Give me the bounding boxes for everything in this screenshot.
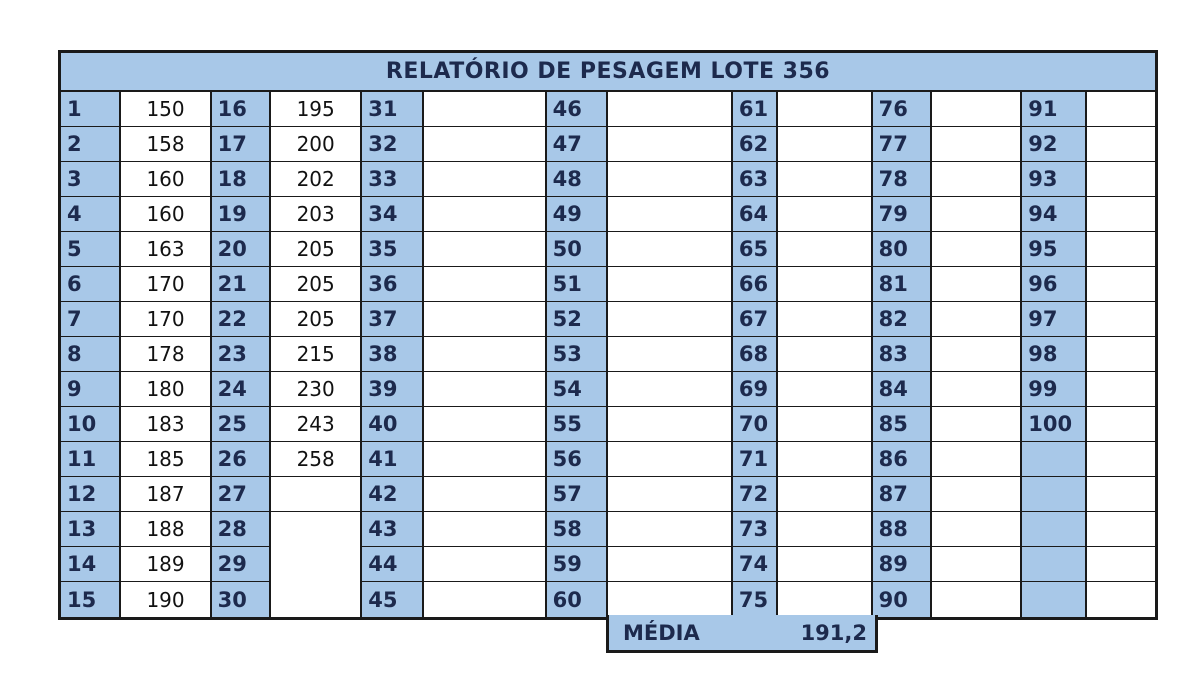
weight-column-1 bbox=[121, 92, 211, 617]
item-number: 92 bbox=[1022, 127, 1084, 162]
empty-weight-cell bbox=[778, 92, 870, 127]
empty-weight-cell bbox=[778, 162, 870, 197]
empty-weight-cell bbox=[1087, 407, 1155, 442]
item-number: 49 bbox=[547, 197, 606, 232]
item-number: 71 bbox=[733, 442, 777, 477]
item-number: 12 bbox=[61, 477, 119, 512]
empty-weight-cell bbox=[424, 372, 545, 407]
item-number: 16 bbox=[212, 92, 269, 127]
empty-weight-cell bbox=[932, 162, 1020, 197]
weight-value: 195 bbox=[271, 92, 360, 127]
empty-weight-cell bbox=[608, 547, 731, 582]
item-number: 82 bbox=[873, 302, 930, 337]
item-number: 30 bbox=[212, 582, 269, 617]
item-number: 43 bbox=[362, 512, 421, 547]
item-number: 1 bbox=[61, 92, 119, 127]
empty-weight-cell bbox=[1087, 127, 1155, 162]
item-number: 83 bbox=[873, 337, 930, 372]
item-number: 93 bbox=[1022, 162, 1084, 197]
item-number: 7 bbox=[61, 302, 119, 337]
weight-column-2 bbox=[271, 92, 362, 617]
item-number: 34 bbox=[362, 197, 421, 232]
empty-weight-cell bbox=[608, 127, 731, 162]
empty-weight-cell bbox=[608, 582, 731, 617]
empty-weight-cell bbox=[778, 302, 870, 337]
empty-weight-cell bbox=[1087, 512, 1155, 547]
empty-weight-cell bbox=[778, 512, 870, 547]
empty-weight-cell bbox=[1087, 162, 1155, 197]
weight-value: 158 bbox=[121, 127, 209, 162]
number-column-3 bbox=[362, 92, 423, 617]
empty-weight-cell bbox=[778, 582, 870, 617]
item-number: 67 bbox=[733, 302, 777, 337]
empty-weight-cell bbox=[1087, 197, 1155, 232]
item-number: 40 bbox=[362, 407, 421, 442]
weight-value: 150 bbox=[121, 92, 209, 127]
item-number: 80 bbox=[873, 232, 930, 267]
empty-weight-cell bbox=[932, 337, 1020, 372]
empty-weight-cell bbox=[778, 372, 870, 407]
empty-number-cell bbox=[1022, 582, 1084, 617]
item-number: 47 bbox=[547, 127, 606, 162]
item-number: 4 bbox=[61, 197, 119, 232]
empty-weight-cell bbox=[778, 442, 870, 477]
item-number: 19 bbox=[212, 197, 269, 232]
item-number: 9 bbox=[61, 372, 119, 407]
item-number: 94 bbox=[1022, 197, 1084, 232]
number-column-2 bbox=[212, 92, 271, 617]
empty-weight-cell bbox=[424, 162, 545, 197]
weight-value: 180 bbox=[121, 372, 209, 407]
item-number: 14 bbox=[61, 547, 119, 582]
item-number: 87 bbox=[873, 477, 930, 512]
weight-value: 215 bbox=[271, 337, 360, 372]
item-number: 37 bbox=[362, 302, 421, 337]
item-number: 2 bbox=[61, 127, 119, 162]
item-number: 42 bbox=[362, 477, 421, 512]
item-number: 75 bbox=[733, 582, 777, 617]
item-number: 31 bbox=[362, 92, 421, 127]
item-number: 60 bbox=[547, 582, 606, 617]
empty-weight-cell bbox=[608, 372, 731, 407]
empty-weight-cell bbox=[424, 442, 545, 477]
item-number: 26 bbox=[212, 442, 269, 477]
weighing-report-table bbox=[58, 50, 1158, 620]
empty-weight-cell bbox=[271, 477, 360, 512]
item-number: 28 bbox=[212, 512, 269, 547]
empty-weight-cell bbox=[424, 197, 545, 232]
item-number: 65 bbox=[733, 232, 777, 267]
empty-number-cell bbox=[1022, 512, 1084, 547]
item-number: 17 bbox=[212, 127, 269, 162]
item-number: 52 bbox=[547, 302, 606, 337]
item-number: 48 bbox=[547, 162, 606, 197]
weight-value: 205 bbox=[271, 302, 360, 337]
weight-value: 230 bbox=[271, 372, 360, 407]
weight-value: 205 bbox=[271, 232, 360, 267]
empty-weight-cell bbox=[608, 92, 731, 127]
weight-value: 202 bbox=[271, 162, 360, 197]
weight-value: 188 bbox=[121, 512, 209, 547]
empty-weight-cell bbox=[424, 512, 545, 547]
item-number: 97 bbox=[1022, 302, 1084, 337]
weight-value: 190 bbox=[121, 582, 209, 617]
empty-weight-cell bbox=[932, 127, 1020, 162]
item-number: 36 bbox=[362, 267, 421, 302]
item-number: 68 bbox=[733, 337, 777, 372]
empty-weight-cell bbox=[1087, 92, 1155, 127]
item-number: 63 bbox=[733, 162, 777, 197]
empty-weight-cell bbox=[424, 92, 545, 127]
empty-weight-cell bbox=[778, 337, 870, 372]
empty-weight-cell bbox=[778, 407, 870, 442]
item-number: 24 bbox=[212, 372, 269, 407]
empty-weight-cell bbox=[1087, 337, 1155, 372]
empty-weight-cell bbox=[608, 512, 731, 547]
item-number: 79 bbox=[873, 197, 930, 232]
empty-weight-cell bbox=[778, 232, 870, 267]
item-number: 72 bbox=[733, 477, 777, 512]
item-number: 20 bbox=[212, 232, 269, 267]
empty-weight-cell bbox=[424, 127, 545, 162]
number-column-7 bbox=[1022, 92, 1086, 617]
item-number: 90 bbox=[873, 582, 930, 617]
item-number: 61 bbox=[733, 92, 777, 127]
item-number: 54 bbox=[547, 372, 606, 407]
empty-weight-cell bbox=[932, 197, 1020, 232]
item-number: 70 bbox=[733, 407, 777, 442]
empty-weight-cell bbox=[424, 582, 545, 617]
empty-weight-cell bbox=[608, 407, 731, 442]
item-number: 25 bbox=[212, 407, 269, 442]
empty-weight-cell bbox=[608, 197, 731, 232]
empty-weight-cell bbox=[778, 477, 870, 512]
item-number: 77 bbox=[873, 127, 930, 162]
empty-weight-cell bbox=[424, 547, 545, 582]
item-number: 23 bbox=[212, 337, 269, 372]
weight-column-3 bbox=[424, 92, 547, 617]
weight-column-7 bbox=[1087, 92, 1155, 617]
empty-weight-cell bbox=[1087, 232, 1155, 267]
item-number: 64 bbox=[733, 197, 777, 232]
empty-number-cell bbox=[1022, 442, 1084, 477]
empty-weight-cell bbox=[1087, 547, 1155, 582]
item-number: 59 bbox=[547, 547, 606, 582]
weight-value: 200 bbox=[271, 127, 360, 162]
empty-weight-cell bbox=[932, 302, 1020, 337]
item-number: 51 bbox=[547, 267, 606, 302]
empty-weight-cell bbox=[932, 407, 1020, 442]
weight-value: 203 bbox=[271, 197, 360, 232]
item-number: 96 bbox=[1022, 267, 1084, 302]
empty-weight-cell bbox=[424, 232, 545, 267]
empty-weight-cell bbox=[608, 302, 731, 337]
empty-number-cell bbox=[1022, 547, 1084, 582]
item-number: 5 bbox=[61, 232, 119, 267]
empty-weight-cell bbox=[932, 582, 1020, 617]
item-number: 33 bbox=[362, 162, 421, 197]
weight-value: 243 bbox=[271, 407, 360, 442]
item-number: 41 bbox=[362, 442, 421, 477]
weight-column-5 bbox=[778, 92, 872, 617]
empty-weight-cell bbox=[424, 267, 545, 302]
item-number: 73 bbox=[733, 512, 777, 547]
weight-column-6 bbox=[932, 92, 1022, 617]
item-number: 13 bbox=[61, 512, 119, 547]
empty-weight-cell bbox=[932, 442, 1020, 477]
report-title: RELATÓRIO DE PESAGEM LOTE 356 bbox=[61, 53, 1155, 92]
weight-value: 205 bbox=[271, 267, 360, 302]
item-number: 29 bbox=[212, 547, 269, 582]
item-number: 100 bbox=[1022, 407, 1084, 442]
number-column-5 bbox=[733, 92, 779, 617]
empty-weight-cell bbox=[778, 547, 870, 582]
empty-weight-cell bbox=[1087, 302, 1155, 337]
item-number: 74 bbox=[733, 547, 777, 582]
item-number: 56 bbox=[547, 442, 606, 477]
item-number: 11 bbox=[61, 442, 119, 477]
mean-box bbox=[606, 615, 878, 653]
weight-value: 160 bbox=[121, 197, 209, 232]
empty-weight-cell bbox=[608, 477, 731, 512]
item-number: 10 bbox=[61, 407, 119, 442]
weight-value: 178 bbox=[121, 337, 209, 372]
item-number: 35 bbox=[362, 232, 421, 267]
item-number: 66 bbox=[733, 267, 777, 302]
empty-weight-cell bbox=[932, 547, 1020, 582]
empty-weight-cell bbox=[1087, 477, 1155, 512]
empty-weight-cell bbox=[932, 372, 1020, 407]
weight-value: 189 bbox=[121, 547, 209, 582]
empty-weight-cell bbox=[424, 337, 545, 372]
empty-weight-cell bbox=[932, 232, 1020, 267]
item-number: 89 bbox=[873, 547, 930, 582]
item-number: 86 bbox=[873, 442, 930, 477]
item-number: 69 bbox=[733, 372, 777, 407]
merged-empty-cell bbox=[271, 512, 360, 617]
weight-value: 163 bbox=[121, 232, 209, 267]
item-number: 15 bbox=[61, 582, 119, 617]
empty-weight-cell bbox=[608, 162, 731, 197]
item-number: 8 bbox=[61, 337, 119, 372]
item-number: 27 bbox=[212, 477, 269, 512]
empty-weight-cell bbox=[1087, 372, 1155, 407]
empty-weight-cell bbox=[608, 442, 731, 477]
empty-weight-cell bbox=[608, 337, 731, 372]
item-number: 50 bbox=[547, 232, 606, 267]
weight-value: 170 bbox=[121, 267, 209, 302]
item-number: 85 bbox=[873, 407, 930, 442]
item-number: 44 bbox=[362, 547, 421, 582]
weight-value: 183 bbox=[121, 407, 209, 442]
item-number: 32 bbox=[362, 127, 421, 162]
empty-weight-cell bbox=[778, 127, 870, 162]
empty-weight-cell bbox=[608, 232, 731, 267]
weight-value: 185 bbox=[121, 442, 209, 477]
item-number: 58 bbox=[547, 512, 606, 547]
empty-weight-cell bbox=[778, 197, 870, 232]
weight-value: 170 bbox=[121, 302, 209, 337]
item-number: 76 bbox=[873, 92, 930, 127]
item-number: 57 bbox=[547, 477, 606, 512]
empty-weight-cell bbox=[932, 512, 1020, 547]
weight-value: 160 bbox=[121, 162, 209, 197]
weight-value: 187 bbox=[121, 477, 209, 512]
weights-grid bbox=[61, 92, 1155, 617]
mean-value: 191,2 bbox=[800, 620, 867, 645]
empty-weight-cell bbox=[1087, 267, 1155, 302]
item-number: 81 bbox=[873, 267, 930, 302]
item-number: 22 bbox=[212, 302, 269, 337]
number-column-1 bbox=[61, 92, 121, 617]
empty-weight-cell bbox=[424, 477, 545, 512]
empty-weight-cell bbox=[932, 477, 1020, 512]
empty-weight-cell bbox=[778, 267, 870, 302]
item-number: 45 bbox=[362, 582, 421, 617]
item-number: 18 bbox=[212, 162, 269, 197]
item-number: 91 bbox=[1022, 92, 1084, 127]
item-number: 21 bbox=[212, 267, 269, 302]
empty-weight-cell bbox=[424, 407, 545, 442]
item-number: 84 bbox=[873, 372, 930, 407]
item-number: 55 bbox=[547, 407, 606, 442]
empty-weight-cell bbox=[932, 267, 1020, 302]
number-column-6 bbox=[873, 92, 932, 617]
item-number: 6 bbox=[61, 267, 119, 302]
item-number: 46 bbox=[547, 92, 606, 127]
empty-number-cell bbox=[1022, 477, 1084, 512]
item-number: 95 bbox=[1022, 232, 1084, 267]
item-number: 53 bbox=[547, 337, 606, 372]
empty-weight-cell bbox=[424, 302, 545, 337]
item-number: 99 bbox=[1022, 372, 1084, 407]
weight-value: 258 bbox=[271, 442, 360, 477]
item-number: 78 bbox=[873, 162, 930, 197]
item-number: 3 bbox=[61, 162, 119, 197]
empty-weight-cell bbox=[1087, 582, 1155, 617]
item-number: 98 bbox=[1022, 337, 1084, 372]
item-number: 62 bbox=[733, 127, 777, 162]
item-number: 38 bbox=[362, 337, 421, 372]
item-number: 88 bbox=[873, 512, 930, 547]
weight-column-4 bbox=[608, 92, 733, 617]
item-number: 39 bbox=[362, 372, 421, 407]
empty-weight-cell bbox=[932, 92, 1020, 127]
number-column-4 bbox=[547, 92, 608, 617]
empty-weight-cell bbox=[1087, 442, 1155, 477]
mean-label: MÉDIA bbox=[623, 620, 700, 645]
empty-weight-cell bbox=[608, 267, 731, 302]
